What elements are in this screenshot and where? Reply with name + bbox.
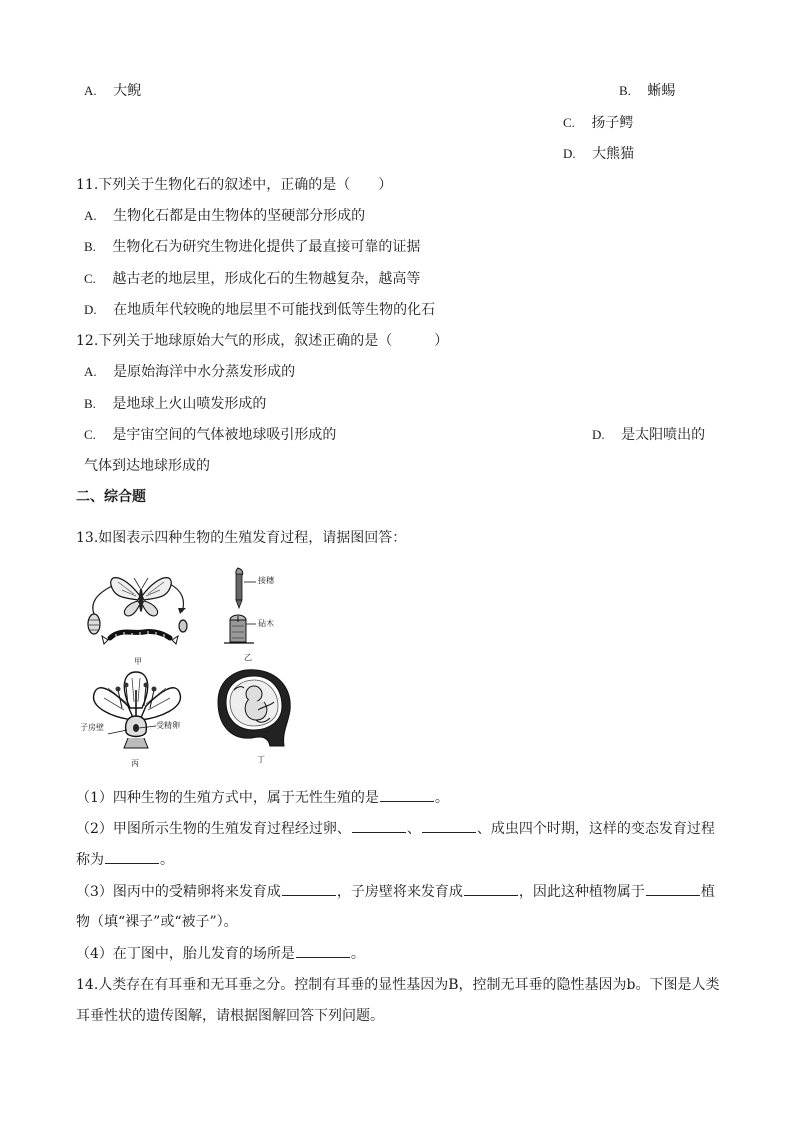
answer-blank[interactable] — [464, 882, 518, 896]
q11-option-a — [84, 207, 365, 225]
sub-text: 称为 — [76, 852, 104, 868]
sub-text: 植 — [700, 884, 715, 900]
sub-text: 。 — [350, 946, 365, 962]
figure-caption-ding: 丁 — [257, 755, 265, 764]
larva — [102, 631, 178, 644]
q10-option-c — [563, 114, 633, 132]
sub-text: ，子房壁将来发育成 — [336, 884, 463, 900]
sub-text: （4）在丁图中，胎儿发育的场所是 — [76, 946, 295, 962]
q10-option-d — [563, 145, 634, 163]
option-text: 是地球上火山喷发形成的 — [112, 396, 267, 412]
sub-text: （2）甲图所示生物的生殖发育过程经过卵、 — [76, 821, 351, 837]
option-text: 大熊猫 — [592, 146, 635, 162]
q12-stem: 12.下列关于地球原始大气的形成，叙述正确的是（ ） — [76, 333, 449, 349]
sub-text: （1）四种生物的生殖方式中，属于无性生殖的是 — [76, 790, 379, 806]
option-label: B. — [84, 239, 96, 254]
sub-text: 、 — [406, 821, 421, 837]
sub-text: 、成虫四个时期，这样的变态发育过程 — [476, 821, 715, 837]
sub-text: （3）图丙中的受精卵将来发育成 — [76, 884, 281, 900]
figure-caption-yi: 乙 — [244, 653, 252, 662]
option-label: D. — [563, 146, 576, 161]
option-text: 蜥蜴 — [647, 83, 676, 99]
section-heading: 二、综合题 — [76, 489, 146, 505]
option-label: C. — [84, 271, 96, 286]
butterfly-adult — [111, 578, 172, 616]
q13-sub2-continued — [76, 850, 174, 869]
option-text: 大鲵 — [113, 83, 142, 99]
egg — [179, 620, 187, 632]
q10-option-b — [619, 82, 675, 100]
option-text: 是原始海洋中水分蒸发形成的 — [113, 364, 296, 380]
answer-blank[interactable] — [380, 788, 434, 802]
q11-option-b — [84, 238, 420, 256]
sub-text: ，因此这种植物属于 — [518, 884, 645, 900]
figure-caption-jia: 甲 — [134, 657, 142, 666]
q12-option-d — [592, 426, 705, 444]
option-text: 生物化石为研究生物进化提供了最直接可靠的证据 — [112, 239, 421, 255]
answer-blank[interactable] — [296, 944, 350, 958]
figure-bing-flower — [84, 668, 188, 750]
q11-option-d — [84, 301, 435, 319]
label-scion: 接穗 — [258, 576, 274, 585]
q13-stem: 13.如图表示四种生物的生殖发育过程，请据图回答： — [76, 530, 407, 546]
option-text: 越古老的地层里，形成化石的生物越复杂，越高等 — [112, 271, 421, 287]
q12-option-a — [84, 363, 295, 381]
option-text: 扬子鳄 — [591, 115, 634, 131]
figure-caption-bing: 丙 — [131, 759, 139, 768]
option-label: B. — [619, 83, 631, 98]
q13-sub1 — [76, 788, 449, 807]
answer-blank[interactable] — [646, 882, 700, 896]
answer-blank[interactable] — [105, 850, 159, 864]
label-fertilized-egg: 受精卵 — [156, 721, 180, 730]
sub-text: 。 — [434, 790, 449, 806]
answer-blank[interactable] — [422, 819, 476, 833]
sub-text: 。 — [160, 852, 174, 868]
option-text: 是宇宙空间的气体被地球吸引形成的 — [112, 427, 337, 443]
q13-sub2 — [76, 819, 715, 838]
option-label: A. — [84, 83, 97, 98]
figure-ding-uterus-fetus — [212, 666, 302, 748]
q14-stem-line2: 耳垂性状的遗传图解，请根据图解回答下列问题。 — [76, 1008, 384, 1024]
q13-sub3-continued: 物（填“裸子”或“被子”）。 — [76, 914, 238, 930]
option-text: 生物化石都是由生物体的坚硬部分形成的 — [113, 208, 366, 224]
label-ovary-wall: 子房壁 — [80, 723, 104, 732]
q12-option-b — [84, 395, 266, 413]
answer-blank[interactable] — [352, 819, 406, 833]
answer-blank[interactable] — [282, 882, 336, 896]
option-text: 在地质年代较晚的地层里不可能找到低等生物的化石 — [113, 302, 436, 318]
q14-stem-line1: 14.人类存在有耳垂和无耳垂之分。控制有耳垂的显性基因为B，控制无耳垂的隐性基因为b。下图是人类 — [76, 977, 720, 993]
q13-sub4 — [76, 944, 365, 963]
option-label: A. — [84, 208, 97, 223]
option-text: 是太阳喷出的 — [621, 427, 706, 443]
pupa — [88, 614, 100, 634]
option-label: A. — [84, 364, 97, 379]
option-label: B. — [84, 396, 96, 411]
option-label: D. — [84, 302, 97, 317]
q11-option-c — [84, 270, 420, 288]
q12-option-c — [84, 426, 336, 444]
option-label: C. — [84, 427, 96, 442]
label-rootstock: 砧木 — [258, 619, 274, 628]
q10-option-a — [84, 82, 141, 100]
q12-option-d-continued: 气体到达地球形成的 — [84, 458, 210, 474]
option-label: D. — [592, 427, 605, 442]
q13-sub3 — [76, 882, 715, 901]
option-label: C. — [563, 115, 575, 130]
q11-stem: 11.下列关于生物化石的叙述中，正确的是（ ） — [76, 177, 393, 193]
figure-jia-butterfly-life-cycle — [82, 568, 194, 650]
